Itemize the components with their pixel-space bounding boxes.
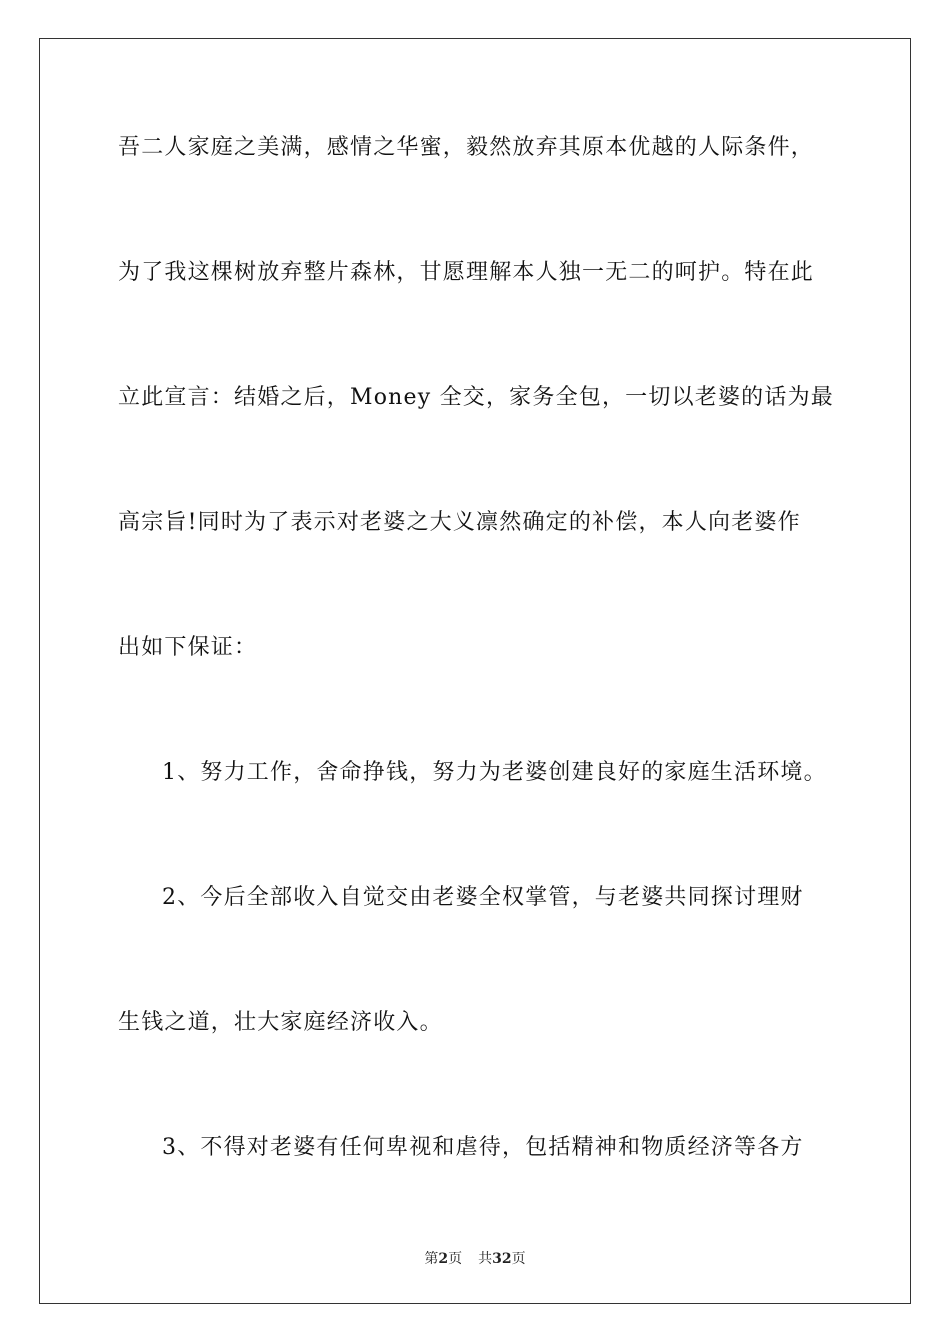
body-text-line: 为了我这棵树放弃整片森林，甘愿理解本人独一无二的呵护。特在此 xyxy=(118,260,815,285)
page-prefix: 第 xyxy=(424,1251,439,1267)
page-suffix: 页 xyxy=(448,1251,463,1267)
page-footer xyxy=(0,1248,950,1268)
list-item-1: 1、努力工作，舍命挣钱，努力为老婆创建良好的家庭生活环境。 xyxy=(162,760,827,785)
list-item-2-continued: 生钱之道，壮大家庭经济收入。 xyxy=(118,1010,443,1035)
body-text-line: 出如下保证： xyxy=(118,635,258,660)
body-text-line: 吾二人家庭之美满，感情之华蜜，毅然放弃其原本优越的人际条件， xyxy=(118,135,815,160)
list-item-2: 2、今后全部收入自觉交由老婆全权掌管，与老婆共同探讨理财 xyxy=(162,885,804,910)
total-prefix: 共 xyxy=(478,1251,493,1267)
total-pages: 32 xyxy=(492,1251,512,1267)
total-suffix: 页 xyxy=(511,1251,526,1267)
page-number: 2 xyxy=(438,1251,449,1267)
body-text-line: 立此宣言：结婚之后，Money 全交，家务全包，一切以老婆的话为最 xyxy=(118,385,834,410)
page-frame xyxy=(39,38,911,1304)
list-item-3: 3、不得对老婆有任何卑视和虐待，包括精神和物质经济等各方 xyxy=(162,1135,804,1160)
body-text-line: 高宗旨!同时为了表示对老婆之大义凛然确定的补偿，本人向老婆作 xyxy=(118,510,801,535)
